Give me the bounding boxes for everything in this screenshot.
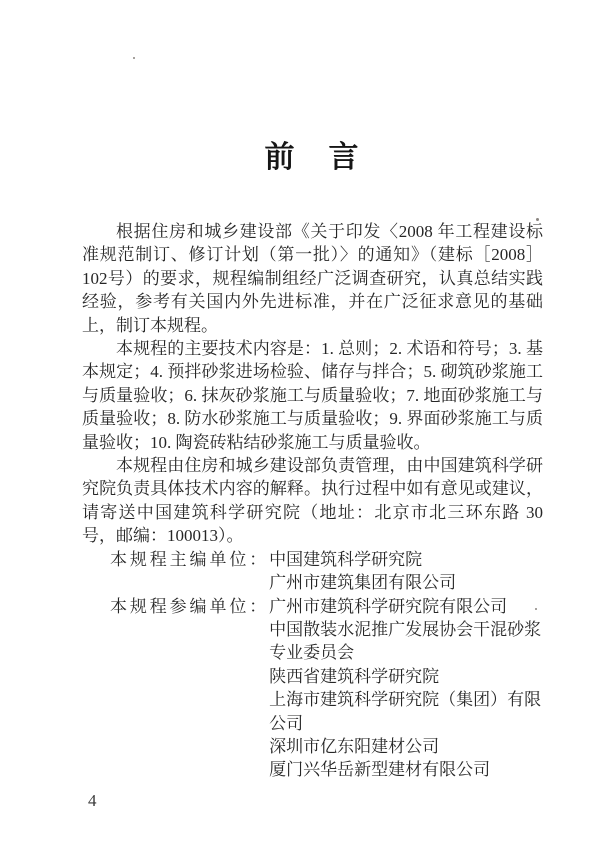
org-item: 厦门兴华岳新型建材有限公司 <box>269 760 491 780</box>
chief-editor-row <box>82 548 543 595</box>
chief-editor-org-list <box>269 548 543 595</box>
org-item: 广州市建筑集团有限公司 <box>269 573 457 593</box>
participating-editor-label: 本规程参编单位： <box>110 596 270 616</box>
page-number: 4 <box>88 791 97 810</box>
page-content <box>82 140 543 782</box>
org-item: 中国散装水泥推广发展协会干混砂浆专业委员会 <box>269 619 542 663</box>
org-item: 中国建筑科学研究院 <box>269 549 423 569</box>
org-item: 陕西省建筑科学研究院 <box>269 666 440 686</box>
participating-editor-row <box>82 595 543 782</box>
org-item: 深圳市亿东阳建材公司 <box>269 736 440 756</box>
paragraph-contents: 本规程的主要技术内容是：1. 总则；2. 术语和符号；3. 基本规定；4. 预拌砂浆进场检验、储存与拌合；5. 砌筑砂浆施工与质量验收；6. 抹灰砂浆施工与质量验收；7. 地面砂浆施工与质量验收；8. 防水砂浆施工与质量验收；9. 界面砂浆施工与质量验收；10. 陶瓷砖粘结砂浆施工与质量验收。 <box>82 339 543 452</box>
org-item: 上海市建筑科学研究院（集团）有限公司 <box>269 690 542 733</box>
paragraph-management: 本规程由住房和城乡建设部负责管理，由中国建筑科学研究院负责具体技术内容的解释。执行过程中如有意见或建议，请寄送中国建筑科学研究院（地址：北京市北三环东路 30 号，邮编：100013）。 <box>82 456 543 546</box>
paragraph-basis: 根据住房和城乡建设部《关于印发〈2008 年工程建设标准规范制订、修订计划（第一批）〉的通知》（建标［2008］102号）的要求，规程编制组经广泛调查研究，认真总结实践经验，参考有关国内外先进标准，并在广泛征求意见的基础上，制订本规程。 <box>82 222 543 335</box>
scan-speck <box>133 57 135 59</box>
editorial-units <box>82 548 543 782</box>
chief-editor-label: 本规程主编单位： <box>110 549 270 569</box>
org-item: 广州市建筑科学研究院有限公司 <box>269 596 508 616</box>
participating-org-list <box>269 595 543 782</box>
page-title: 前 言 <box>264 141 361 174</box>
